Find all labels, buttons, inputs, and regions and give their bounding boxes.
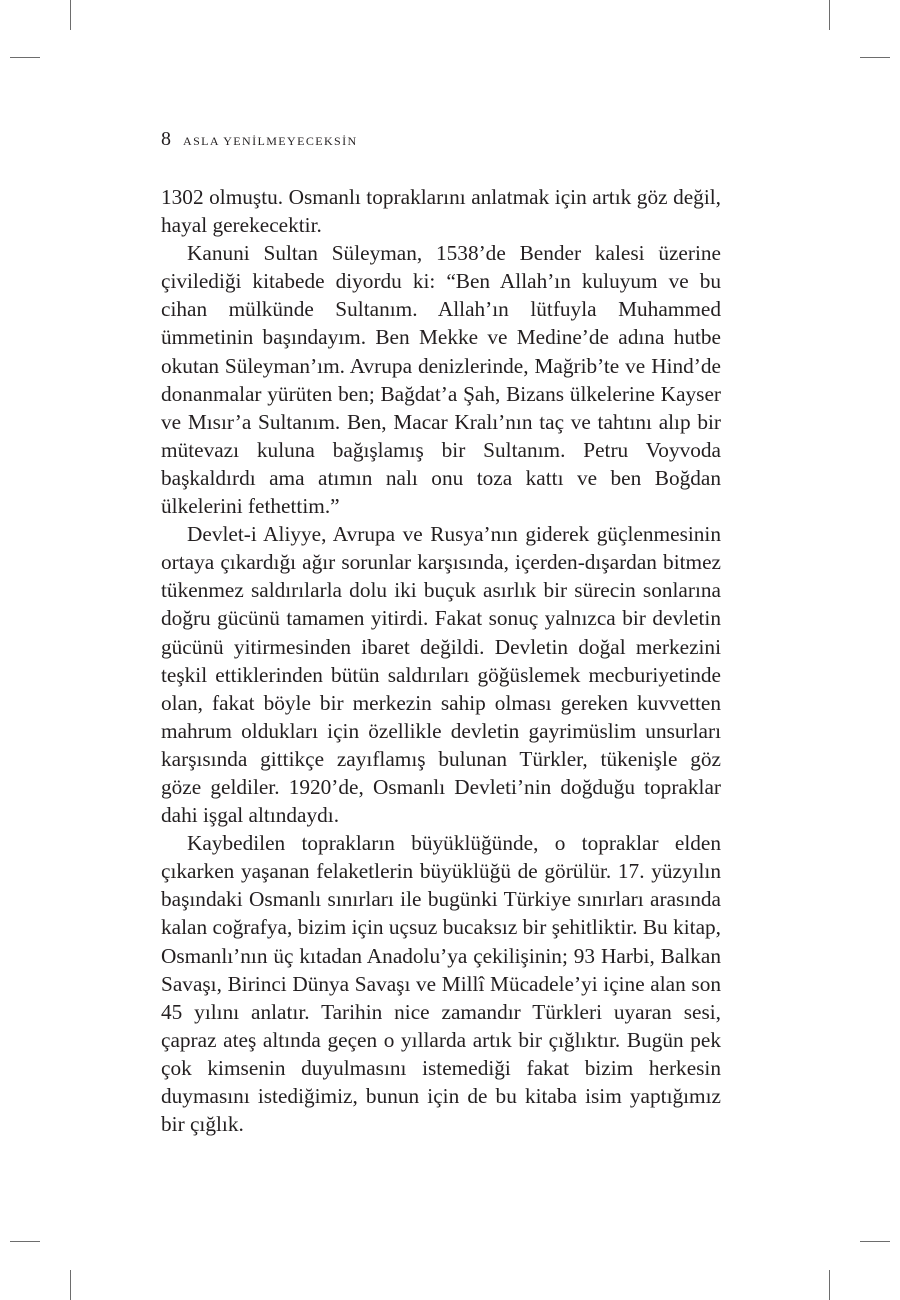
crop-mark-top-right-vertical [829, 0, 830, 30]
paragraph-3: Devlet-i Aliyye, Avrupa ve Rusya’nın giderek güçlenmesinin ortaya çıkardığı ağır sorunlar karşısında, içerden-dışardan bitmez tükenmez saldırılarla dolu iki buçuk asırlık bir sürecin sonlarına doğru gücünü tamamen yitirdi. Fakat sonuç yalnızca bir devletin gücünü yitirmesinden ibaret değildi. Devletin doğal merkezini teşkil ettiklerinden bütün saldırıları göğüslemek mecburiyetinde olan, fakat böyle bir merkezin sahip olması gereken kuvvetten mahrum oldukları için özellikle devletin gayrimüslim unsurları karşısında gittikçe zayıflamış bulunan Türkler, tükenişle göz göze geldiler. 1920’de, Osmanlı Devleti’nin doğduğu topraklar dahi işgal altındaydı. [161, 522, 721, 828]
crop-mark-top-left-vertical [70, 0, 71, 30]
crop-mark-top-left-horizontal [10, 57, 40, 58]
crop-mark-bottom-left-vertical [70, 1270, 71, 1300]
crop-mark-top-right-horizontal [860, 57, 890, 58]
page-number: 8 [161, 128, 171, 150]
paragraph-2: Kanuni Sultan Süleyman, 1538’de Bender kalesi üzerine çivilediği kitabede diyordu ki: “Ben Allah’ın kuluyum ve bu cihan mülkünde Sultanım. Allah’ın lütfuyla Muhammed ümmetinin başındayım. Ben Mekke ve Medine’de adına hutbe okutan Süleyman’ım. Avrupa denizlerinde, Mağrib’te ve Hind’de donanmalar yürüten ben; Bağdat’a Şah, Bizans ülkelerine Kayser ve Mısır’a Sultanım. Ben, Macar Kralı’nın taç ve tahtını alıp bir mütevazı kuluna bağışlamış bir Sultanım. Petru Voyvoda başkaldırdı ama atımın nalı onu toza kattı ve ben Boğdan ülkelerini fethettim.” [161, 241, 721, 519]
running-head [161, 128, 358, 151]
paragraph-4: Kaybedilen toprakların büyüklüğünde, o topraklar elden çıkarken yaşanan felaketlerin büyüklüğü de görülür. 17. yüzyılın başındaki Osmanlı sınırları ile bugünki Türkiye sınırları arasında kalan coğrafya, bizim için uçsuz bucaksız bir şehitliktir. Bu kitap, Osmanlı’nın üç kıtadan Anadolu’ya çekilişinin; 93 Harbi, Balkan Savaşı, Birinci Dünya Savaşı ve Millî Mücadele’yi içine alan son 45 yılını anlatır. Tarihin nice zamandır Türkleri uyaran sesi, çapraz ateş altında geçen o yıllarda artık bir çığlıktır. Bugün pek çok kimsenin duyulmasını istemediği fakat bizim herkesin duymasını istediğimiz, bunun için de bu kitaba isim yaptığımız bir çığlık. [161, 831, 721, 1137]
paragraph-1: 1302 olmuştu. Osmanlı topraklarını anlatmak için artık göz değil, hayal gerekecektir. [161, 185, 721, 238]
crop-mark-bottom-left-horizontal [10, 1241, 40, 1242]
running-title: ASLA YENİLMEYECEKSİN [183, 134, 358, 148]
crop-mark-bottom-right-vertical [829, 1270, 830, 1300]
body-text [161, 183, 721, 1138]
crop-mark-bottom-right-horizontal [860, 1241, 890, 1242]
